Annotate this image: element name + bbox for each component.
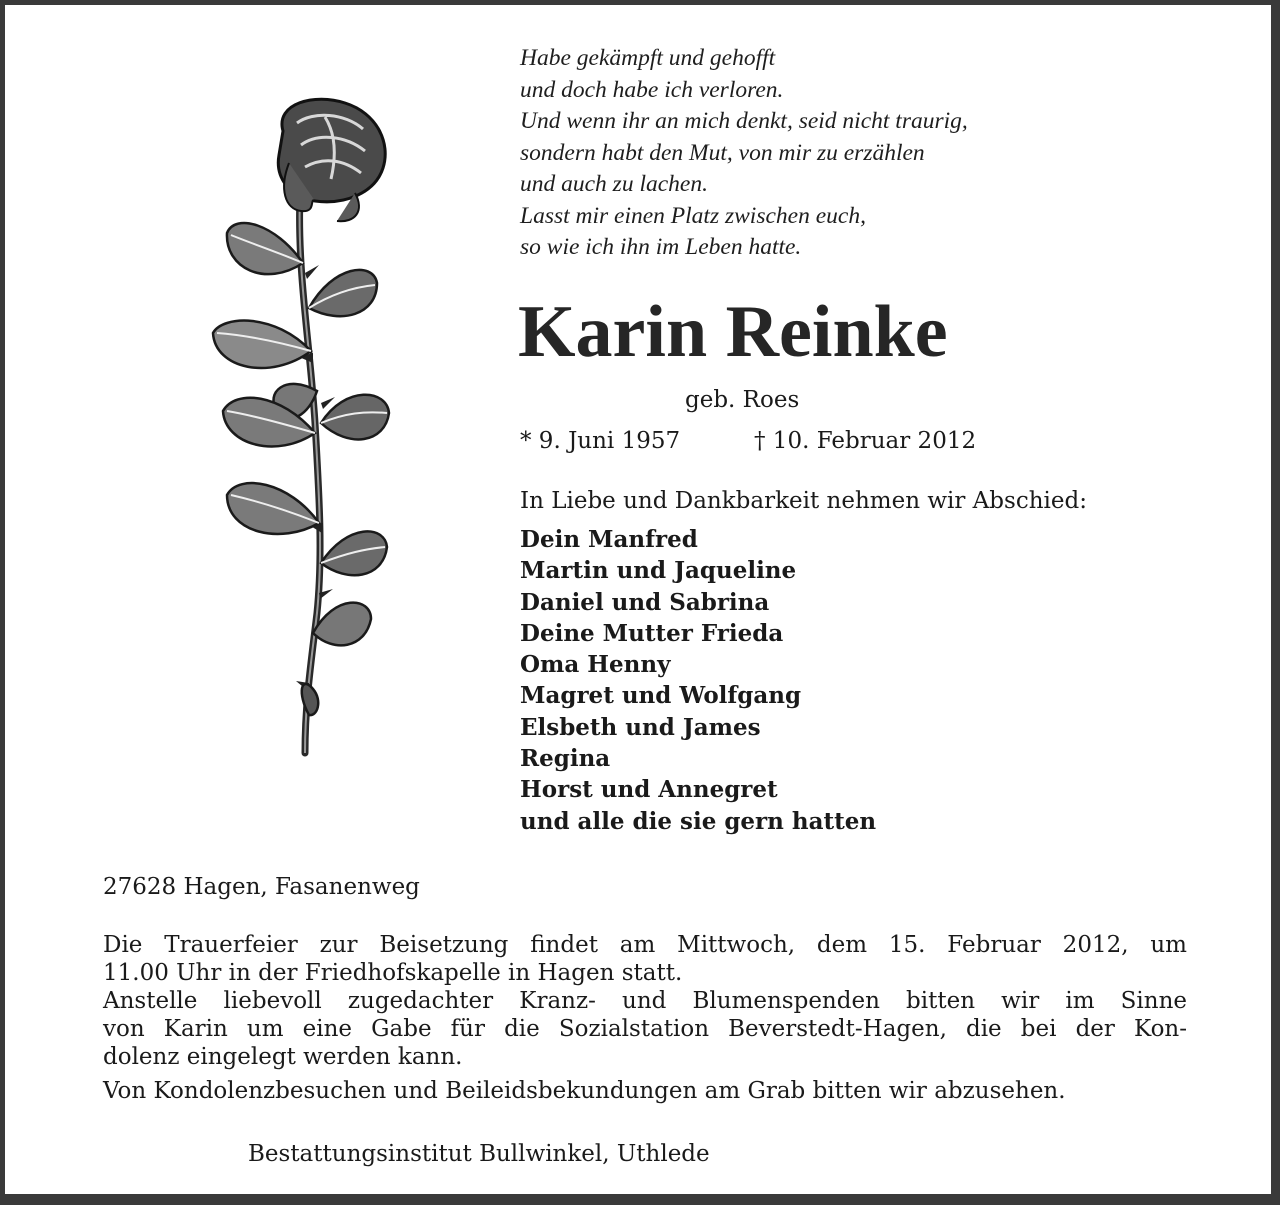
mourner-name: Oma Henny [520, 651, 671, 679]
life-dates [520, 426, 977, 456]
mourner-name: Regina [520, 745, 611, 773]
condolence-note: Von Kondolenzbesuchen und Beileidsbekundungen am Grab bitten wir abzusehen. [103, 1078, 1066, 1104]
death-date: † 10. Februar 2012 [754, 428, 977, 454]
mourner-name: Daniel und Sabrina [520, 588, 770, 616]
poem-line: und auch zu lachen. [520, 171, 708, 197]
mourner-name: Elsbeth und James [520, 713, 761, 741]
mourner-name: und alle die sie gern hatten [520, 807, 877, 835]
mourner-name: Magret und Wolfgang [520, 682, 802, 710]
mourner-name: Martin und Jaqueline [520, 557, 797, 585]
service-line: 11.00 Uhr in der Friedhofskapelle in Hagen statt. [103, 960, 683, 986]
obituary-notice [5, 5, 1271, 1194]
service-line: Die Trauerfeier zur Beisetzung findet am Mittwoch, dem 15. Februar 2012, um [103, 932, 1187, 958]
rose-illustration [205, 93, 395, 763]
family-address: 27628 Hagen, Fasanenweg [103, 874, 420, 900]
poem-line: Habe gekämpft und gehofft [520, 45, 776, 71]
service-info [103, 931, 1187, 987]
poem-line: sondern habt den Mut, von mir zu erzählen [520, 139, 925, 166]
poem-verse [520, 43, 968, 264]
maiden-name: geb. Roes [685, 387, 800, 413]
poem-line: und doch habe ich verloren. [520, 76, 784, 103]
donation-request [103, 987, 1187, 1071]
mourner-name: Horst und Annegret [520, 776, 778, 804]
farewell-intro: In Liebe und Dankbarkeit nehmen wir Abschied: [520, 488, 1087, 514]
donation-line: dolenz eingelegt werden kann. [103, 1044, 463, 1070]
mourner-name: Dein Manfred [520, 526, 698, 553]
birth-date: * 9. Juni 1957 [520, 428, 681, 454]
mourner-name: Deine Mutter Frieda [520, 619, 784, 647]
poem-line: so wie ich ihn im Leben hatte. [520, 234, 802, 260]
funeral-home: Bestattungsinstitut Bullwinkel, Uthlede [248, 1141, 710, 1167]
mourners-list [520, 524, 876, 837]
poem-line: Lasst mir einen Platz zwischen euch, [520, 202, 866, 229]
donation-line: Anstelle liebevoll zugedachter Kranz- und Blumenspenden bitten wir im Sinne [103, 988, 1187, 1014]
donation-line: von Karin um eine Gabe für die Sozialstation Beverstedt-Hagen, die bei der Kon- [103, 1016, 1187, 1042]
poem-line: Und wenn ihr an mich denkt, seid nicht traurig, [520, 108, 968, 134]
deceased-name: Karin Reinke [518, 291, 948, 373]
